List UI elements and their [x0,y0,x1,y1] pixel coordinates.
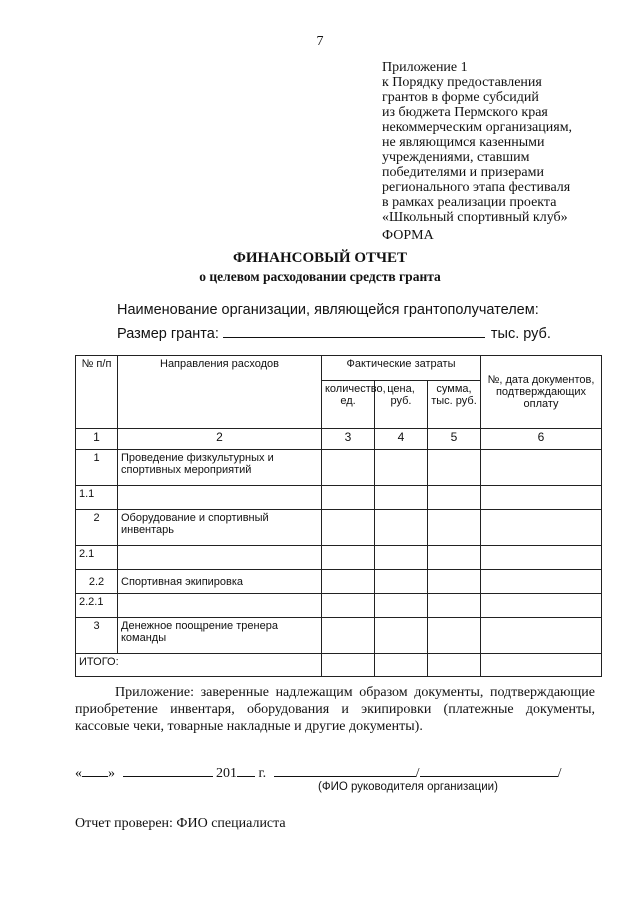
appendix-line: не являющимся казенными [382,135,545,150]
year-suffix: г. [258,766,267,781]
cell-documents[interactable] [481,618,602,654]
row-num: 1 [76,450,118,486]
header-sum: сумма, тыс. руб. [428,381,481,429]
column-number: 6 [481,429,602,450]
header-directions: Направления расходов [118,356,322,429]
appendix-line: некоммерческим организациям, [382,120,573,135]
signature-line [75,764,561,782]
appendix-line: учреждениями, ставшим [382,150,530,165]
total-quantity[interactable] [322,654,375,677]
appendix-line: победителями и призерами [382,165,544,180]
row-name: Оборудование и спортивный инвентарь [118,510,322,546]
header-documents: №, дата документов, подтверждающих оплату [481,356,602,429]
cell-documents[interactable] [481,450,602,486]
row-num: 3 [76,618,118,654]
page-number: 7 [316,34,324,49]
cell-price[interactable] [375,570,428,594]
cell-quantity[interactable] [322,510,375,546]
header-price: цена, руб. [375,381,428,429]
close-quote: » [108,766,115,781]
attachment-text: Приложение: заверенные надлежащим образом документы, подтверждающие приобретение инвентаря, оборудования и экипировки (платежные документы, кассовые чеки, товарные накладные и другие документы). [75,685,595,734]
table-row [76,570,602,594]
cell-price[interactable] [375,618,428,654]
cell-quantity[interactable] [322,450,375,486]
open-quote: « [75,766,82,781]
appendix-line: регионального этапа фестиваля [382,180,571,195]
row-num: 2 [76,510,118,546]
row-num: 2.2.1 [76,594,118,618]
signature-caption: (ФИО руководителя организации) [318,781,498,793]
column-number: 3 [322,429,375,450]
cell-price[interactable] [375,450,428,486]
row-name: Денежное поощрение тренера команды [118,618,322,654]
row-name[interactable] [118,486,322,510]
cell-sum[interactable] [428,450,481,486]
cell-sum[interactable] [428,546,481,570]
form-label: ФОРМА [382,228,434,243]
grant-size-field[interactable] [223,324,485,338]
table-row [76,594,602,618]
grant-size-unit: тыс. руб. [490,326,551,342]
row-num: 2.1 [76,546,118,570]
table-row [76,510,602,546]
appendix-line: грантов в форме субсидий [382,90,539,105]
year-prefix: 201 [216,766,237,781]
total-documents[interactable] [481,654,602,677]
slash: / [415,766,420,781]
table-row [76,618,602,654]
checked-by: Отчет проверен: ФИО специалиста [75,816,286,831]
appendix-line: из бюджета Пермского края [382,105,548,120]
cell-quantity[interactable] [322,546,375,570]
cell-documents[interactable] [481,486,602,510]
cell-documents[interactable] [481,594,602,618]
header-actual-costs: Фактические затраты [322,356,481,381]
cell-price[interactable] [375,486,428,510]
row-num: 2.2 [76,570,118,594]
row-name: Проведение физкультурных и спортивных мероприятий [118,450,322,486]
row-name[interactable] [118,546,322,570]
cell-quantity[interactable] [322,618,375,654]
row-name[interactable] [118,594,322,618]
cell-documents[interactable] [481,510,602,546]
attachment-note [75,684,595,735]
cell-price[interactable] [375,594,428,618]
row-num: 1.1 [76,486,118,510]
appendix-block [382,60,632,225]
cell-quantity[interactable] [322,486,375,510]
table-row [76,486,602,510]
column-number: 1 [76,429,118,450]
cell-sum[interactable] [428,510,481,546]
table-row [76,546,602,570]
appendix-line: «Школьный спортивный клуб» [382,210,568,225]
cell-sum[interactable] [428,594,481,618]
report-title: ФИНАНСОВЫЙ ОТЧЕТ [232,250,408,266]
cell-price[interactable] [375,546,428,570]
appendix-line: в рамках реализации проекта [382,195,557,210]
full-name-field[interactable] [420,764,558,777]
day-field[interactable] [82,764,108,777]
total-sum[interactable] [428,654,481,677]
appendix-line: Приложение 1 [382,60,468,75]
total-label: ИТОГО: [76,654,322,677]
slash: / [557,766,562,781]
cell-quantity[interactable] [322,570,375,594]
cell-quantity[interactable] [322,594,375,618]
expense-table [75,355,602,677]
org-name-label: Наименование организации, являющейся грантополучателем: [117,302,539,318]
column-number: 2 [118,429,322,450]
total-price[interactable] [375,654,428,677]
column-number: 5 [428,429,481,450]
grant-size-label: Размер гранта: [117,326,219,342]
cell-sum[interactable] [428,618,481,654]
appendix-line: к Порядку предоставления [382,75,542,90]
total-row [76,654,602,677]
header-quantity: количество, ед. [322,381,375,429]
cell-sum[interactable] [428,486,481,510]
cell-documents[interactable] [481,570,602,594]
row-name: Спортивная экипировка [118,570,322,594]
cell-price[interactable] [375,510,428,546]
grant-size-line [117,324,551,342]
month-field[interactable] [123,764,213,777]
column-number: 4 [375,429,428,450]
header-num: № п/п [76,356,118,429]
cell-sum[interactable] [428,570,481,594]
year-field[interactable] [237,764,255,777]
signature-field[interactable] [274,764,416,777]
table-row [76,450,602,486]
report-subtitle: о целевом расходовании средств гранта [199,269,441,284]
cell-documents[interactable] [481,546,602,570]
